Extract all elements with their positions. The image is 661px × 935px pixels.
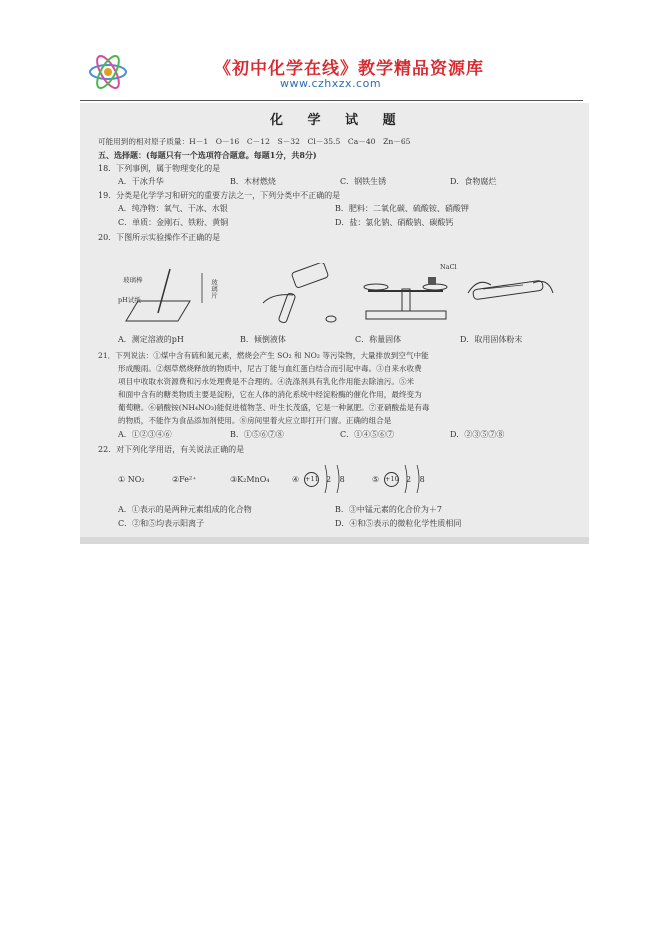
question-22-option-a: A．①表示的是两种元素组成的化合物 xyxy=(118,505,252,514)
question-19-option-a: A．纯净物：氧气、干冰、水银 xyxy=(118,204,228,213)
header-divider xyxy=(80,100,583,101)
question-21-line-1: 21．下列说法：①煤中含有硫和氮元素，燃烧会产生 SO₂ 和 NO₂ 等污染物，大量排放到空气中能 xyxy=(98,351,429,360)
powder-illustration xyxy=(463,263,558,329)
symbol-2: ②Fe²⁺ xyxy=(172,475,197,484)
atom-5-nucleus-wrap xyxy=(384,472,399,487)
question-21-line-6: 的物质，不能作为食品添加剂使用。⑧房间里着火应立即打开门窗。正确的组合是 xyxy=(118,416,392,425)
question-21-line-4: 和面中含有的糖类物质主要是淀粉，它在人体的消化系统中经淀粉酶的催化作用，最终变为 xyxy=(118,390,422,399)
exam-title: 化 学 试 题 xyxy=(270,113,406,128)
atom-5-shells: 2 8 xyxy=(406,475,428,484)
question-21-option-c: C．①④⑤⑥⑦ xyxy=(340,430,395,439)
label-glass-plate: 玻璃片 xyxy=(210,279,218,299)
question-20-stem: 20．下图所示实验操作不正确的是 xyxy=(98,233,221,242)
balance-illustration xyxy=(358,263,453,329)
page-header xyxy=(80,48,583,98)
symbol-4: ④ xyxy=(292,475,300,484)
question-19-option-d: D．盐：氯化钠、硝酸钠、碳酸钙 xyxy=(335,218,454,227)
exam-scan xyxy=(80,103,589,544)
question-19-option-c: C．单质：金刚石、铁粉、黄铜 xyxy=(118,218,229,227)
question-18-option-a: A．干冰升华 xyxy=(118,177,164,186)
question-20-figures xyxy=(118,263,558,329)
label-glass-rod: 玻璃棒 xyxy=(123,276,143,284)
label-nacl: NaCl xyxy=(440,263,457,271)
atom-4-nucleus-wrap xyxy=(304,472,319,487)
question-18-option-c: C．钢铁生锈 xyxy=(340,177,387,186)
question-21-option-b: B．①⑤⑥⑦⑧ xyxy=(230,430,284,439)
question-21-line-5: 葡萄糖。⑥硝酸铵(NH₄NO₃)能促进植物茎、叶生长茂盛，它是一种氮肥。⑦亚硝酸盐是有毒 xyxy=(118,403,430,412)
question-18-stem: 18．下列事例，属于物理变化的是 xyxy=(98,164,221,173)
question-21-line-3: 项目中收取水资源费和污水处理费是不合理的。④洗涤剂具有乳化作用能去除油污。⑤米 xyxy=(118,377,415,386)
banner-title: 《初中化学在线》教学精品资源库 xyxy=(214,59,484,79)
symbol-1: ① NO₂ xyxy=(118,475,145,484)
question-20-option-d: D．取用固体粉末 xyxy=(460,335,523,344)
question-21-option-d: D．②③⑤⑦⑧ xyxy=(450,430,505,439)
atomic-masses: 可能用到的相对原子质量：H－1 O－16 C－12 S－32 Cl－35.5 Ca－40 Zn－65 xyxy=(98,137,411,146)
question-22-stem: 22．对下列化学用语，有关说法正确的是 xyxy=(98,445,245,454)
question-18-option-b: B．木材燃烧 xyxy=(230,177,276,186)
question-22-option-d: D．④和⑤表示的微粒化学性质相同 xyxy=(335,519,462,528)
atom-logo-icon xyxy=(86,50,130,94)
atom-4-shells: 2 8 xyxy=(326,475,348,484)
question-20-option-b: B．倾倒液体 xyxy=(240,335,286,344)
atom-5-shell-arcs xyxy=(402,463,432,495)
atom-5-nucleus: +10 xyxy=(384,472,399,487)
atom-4-shell-arcs xyxy=(322,463,352,495)
pouring-liquid-illustration xyxy=(253,263,348,329)
symbol-3: ③K₂MnO₄ xyxy=(230,475,270,484)
question-18-option-d: D．食物腐烂 xyxy=(450,177,497,186)
question-21-line-2: 形成酸雨。②烟草燃烧释放的物质中，尼古丁能与血红蛋白结合而引起中毒。③自来水收费 xyxy=(118,364,422,373)
label-ph-paper: pH试纸 xyxy=(118,296,141,304)
atom-4-nucleus: +11 xyxy=(304,472,319,487)
symbol-5: ⑤ xyxy=(372,475,380,484)
scan-bottom-edge xyxy=(80,537,589,544)
question-22-option-b: B．③中锰元素的化合价为＋7 xyxy=(335,505,442,514)
question-22-option-c: C．②和⑤均表示阳离子 xyxy=(118,519,205,528)
question-19-option-b: B．肥料：二氧化碳、硫酸铵、硝酸钾 xyxy=(335,204,469,213)
section-header: 五、选择题：(每题只有一个选项符合题意。每题1分，共8分) xyxy=(98,150,317,160)
question-19-stem: 19．分类是化学学习和研究的重要方法之一，下列分类中不正确的是 xyxy=(98,191,341,200)
question-21-option-a: A．①②③④⑥ xyxy=(118,430,172,439)
question-20-option-c: C．称量固体 xyxy=(355,335,402,344)
question-20-option-a: A．测定溶液的pH xyxy=(118,335,184,344)
banner-url[interactable]: www.czhxzx.com xyxy=(280,77,382,90)
